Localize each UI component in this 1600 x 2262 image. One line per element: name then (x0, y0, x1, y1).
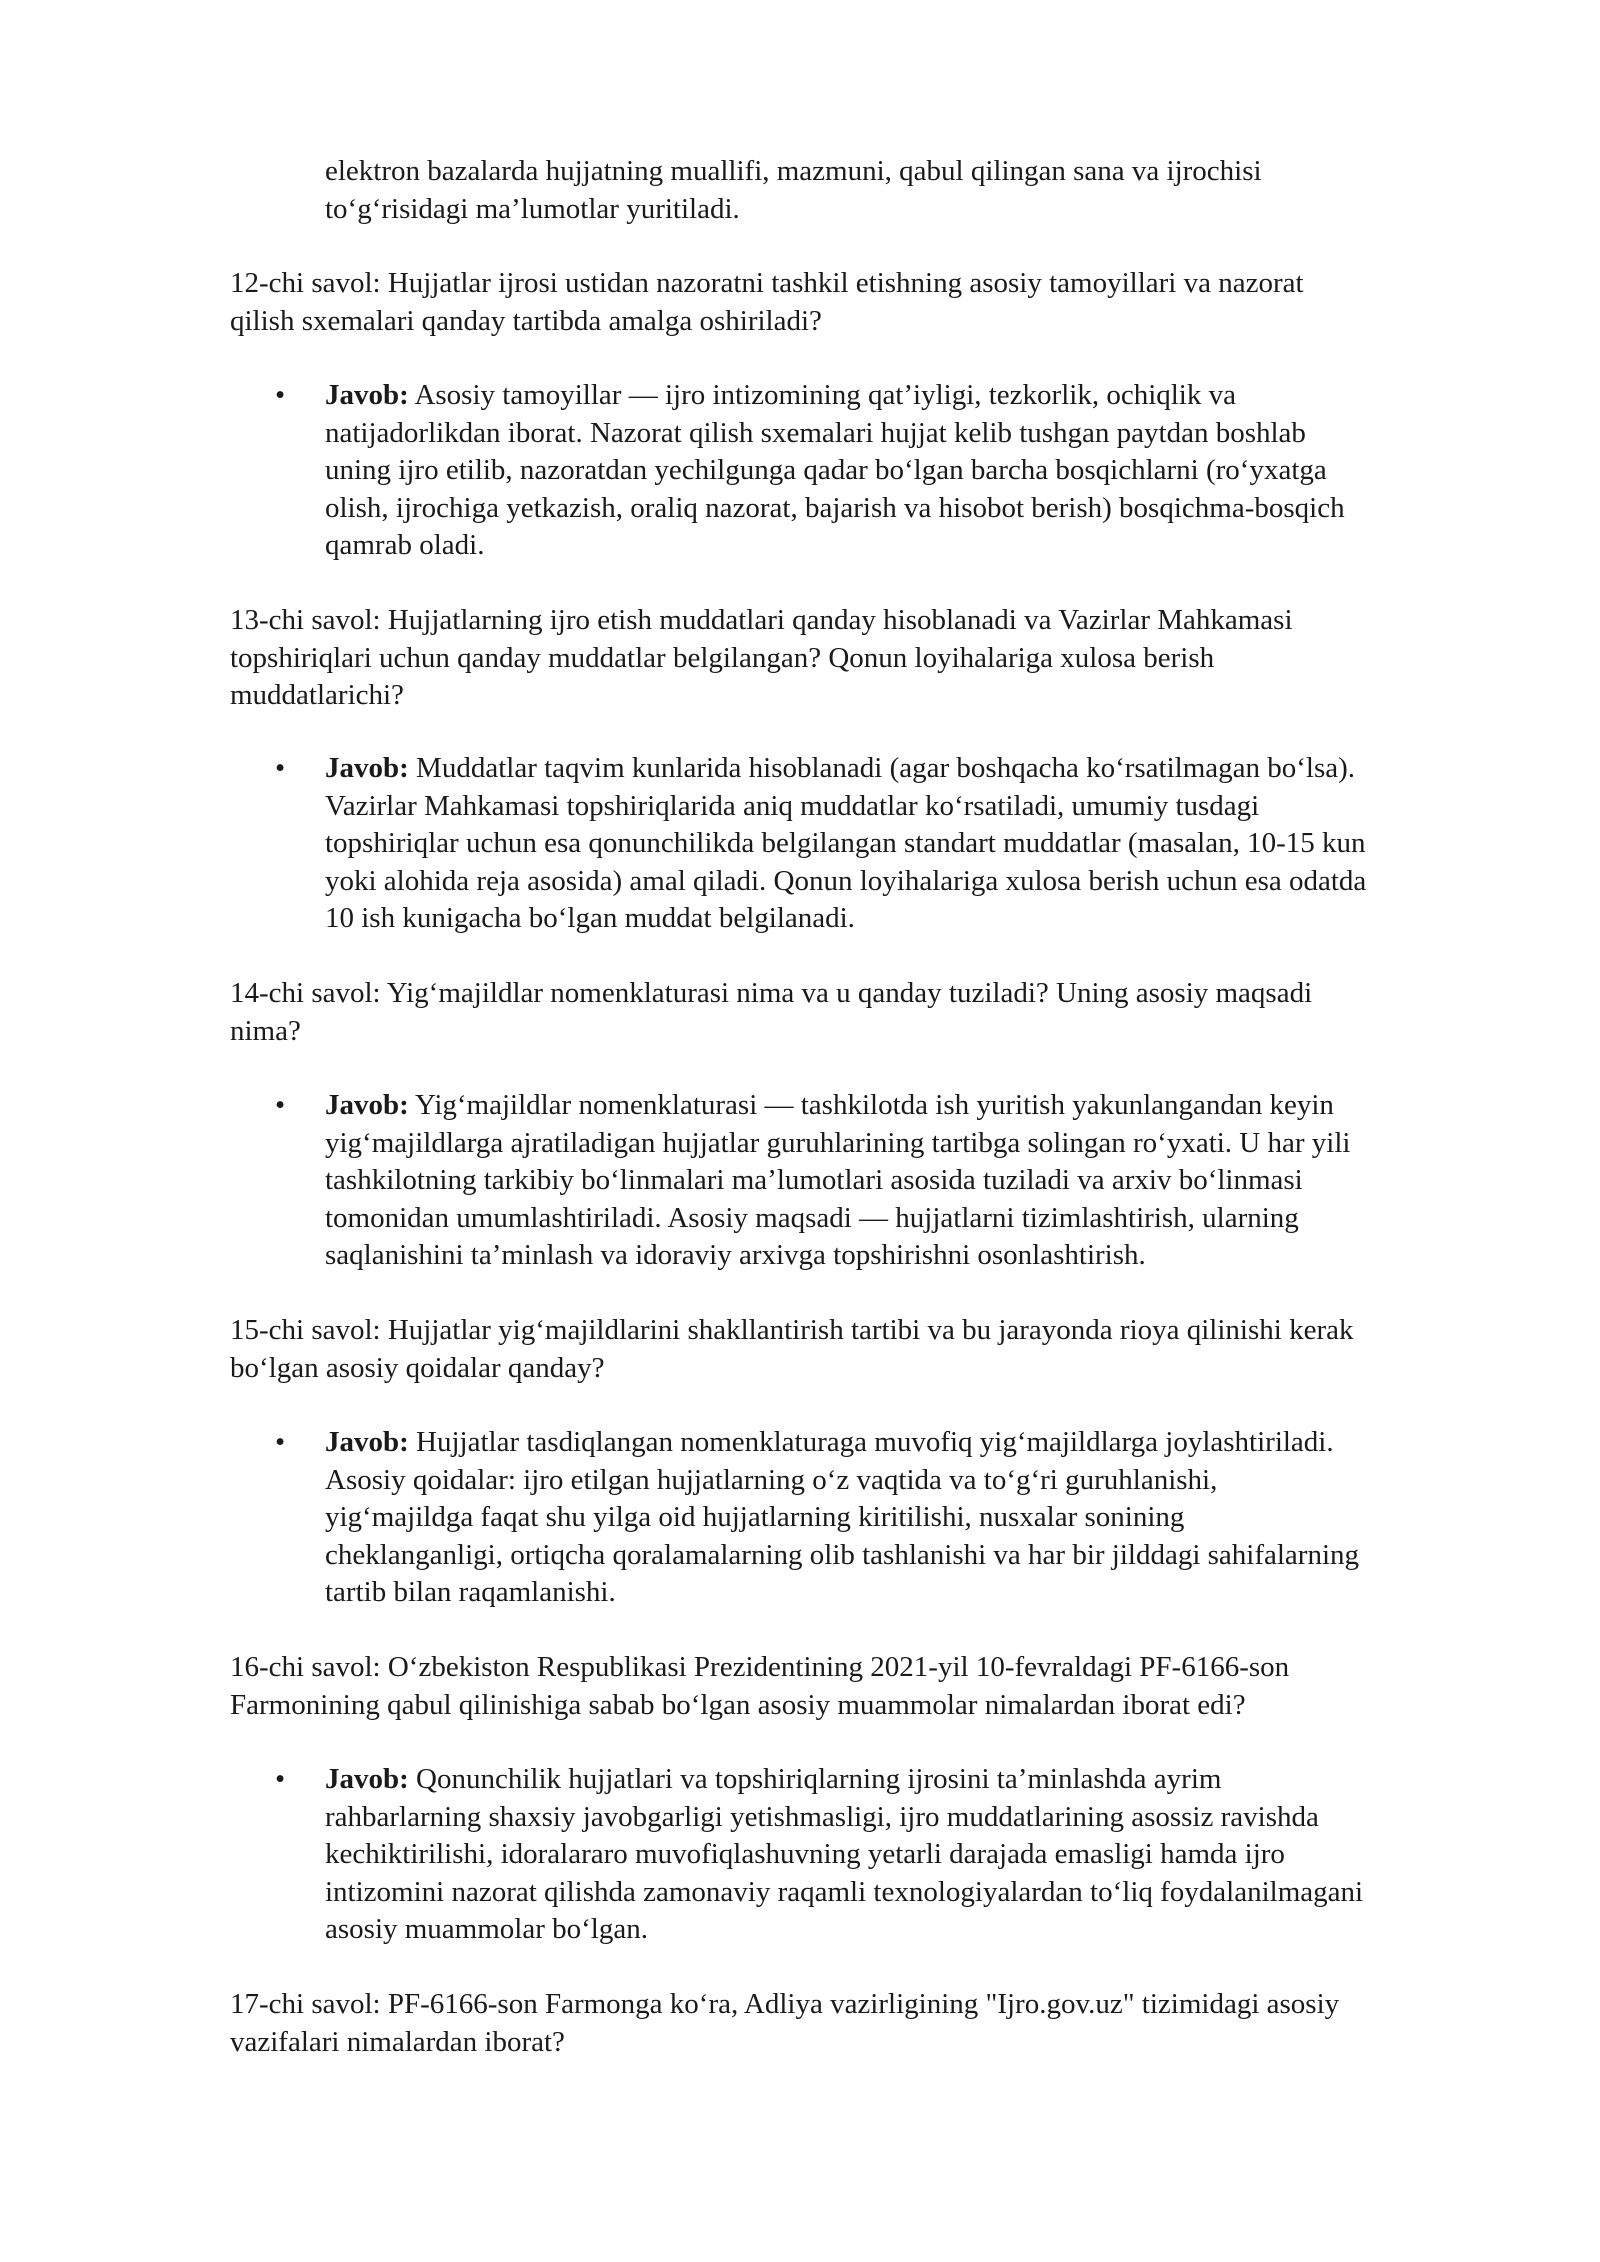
bullet-icon: • (275, 1089, 286, 1121)
answer-line: topshiriqlar uchun esa qonunchilikda belgilangan standart muddatlar (masalan, 10-15 kun (325, 827, 1366, 859)
question-15 (230, 1312, 1490, 1387)
question-line: 14-chi savol: Yig‘majildlar nomenklaturasi nima va u qanday tuziladi? Uning asosiy maqsadi (230, 977, 1313, 1009)
answer-16 (275, 1761, 1505, 1949)
answer-line: elektron bazalarda hujjatning muallifi, mazmuni, qabul qilingan sana va ijrochisi (325, 155, 1262, 187)
bullet-icon: • (275, 1763, 286, 1795)
question-line: qilish sxemalari qanday tartibda amalga oshiriladi? (230, 304, 822, 337)
question-14 (230, 975, 1490, 1050)
answer-line: tomonidan umumlashtiriladi. Asosiy maqsadi — hujjatlarni tizimlashtirish, ularning (325, 1201, 1299, 1234)
bullet-icon: • (275, 1426, 286, 1458)
question-line: nima? (230, 1014, 301, 1047)
answer-line: intizomini nazorat qilishda zamonaviy raqamli texnologiyalardan to‘liq foydalanilmagani (325, 1875, 1364, 1908)
answer-line: Hujjatlar tasdiqlangan nomenklaturaga muvofiq yig‘majildlarga joylashtiriladi. (408, 1426, 1334, 1458)
answer-line: asosiy muammolar bo‘lgan. (325, 1913, 648, 1945)
question-line: 13-chi savol: Hujjatlarning ijro etish muddatlari qanday hisoblanadi va Vazirlar Mahkamasi (230, 604, 1293, 636)
bullet-icon: • (275, 752, 286, 784)
question-line: Farmonining qabul qilinishiga sabab bo‘lgan asosiy muammolar nimalardan iborat edi? (230, 1688, 1246, 1721)
answer-label: Javob: (325, 1089, 409, 1121)
question-line: topshiriqlari uchun qanday muddatlar belgilangan? Qonun loyihalariga xulosa berish (230, 641, 1215, 674)
question-line: bo‘lgan asosiy qoidalar qanday? (230, 1351, 605, 1384)
question-line: 17-chi savol: PF-6166-son Farmonga ko‘ra, Adliya vazirligining "Ijro.gov.uz" tizimidagi asosiy (230, 1988, 1340, 2020)
answer-line: Vazirlar Mahkamasi topshiriqlarida aniq muddatlar ko‘rsatiladi, umumiy tusdagi (325, 789, 1260, 822)
answer-line: Yig‘majildlar nomenklaturasi — tashkilotda ish yuritish yakunlangandan keyin (408, 1089, 1334, 1121)
answer-line: Qonunchilik hujjatlari va topshiriqlarning ijrosini ta’minlashda ayrim (408, 1763, 1222, 1795)
answer-line: yoki alohida reja asosida) amal qiladi. Qonun loyihalariga xulosa berish uchun esa odatda (325, 864, 1367, 897)
question-line: 16-chi savol: O‘zbekiston Respublikasi Prezidentining 2021-yil 10-fevraldagi PF-6166-son (230, 1651, 1290, 1683)
question-line: vazifalari nimalardan iborat? (230, 2025, 565, 2058)
answer-line: Asosiy qoidalar: ijro etilgan hujjatlarning o‘z vaqtida va to‘g‘ri guruhlanishi, (325, 1463, 1218, 1496)
answer-line: 10 ish kunigacha bo‘lgan muddat belgilanadi. (325, 902, 855, 934)
answer-continuation (325, 153, 1505, 228)
question-16 (230, 1649, 1490, 1724)
answer-line: natijadorlikdan iborat. Nazorat qilish sxemalari hujjat kelib tushgan paytdan boshlab (325, 416, 1306, 449)
answer-line: olish, ijrochiga yetkazish, oraliq nazorat, bajarish va hisobot berish) bosqichma-bosqich (325, 491, 1345, 524)
answer-line: Muddatlar taqvim kunlarida hisoblanadi (agar boshqacha ko‘rsatilmagan bo‘lsa). (408, 752, 1356, 784)
question-17 (230, 1986, 1490, 2061)
answer-line: cheklanganligi, ortiqcha qoralamalarning olib tashlanishi va har bir jilddagi sahifalarning (325, 1538, 1360, 1571)
answer-label: Javob: (325, 1426, 409, 1458)
question-13 (230, 602, 1490, 715)
answer-12 (275, 377, 1505, 565)
answer-line: kechiktirilishi, idoralararo muvofiqlashuvning yetarli darajada emasligi hamda ijro (325, 1838, 1285, 1870)
answer-line: Asosiy tamoyillar — ijro intizomining qat’iyligi, tezkorlik, ochiqlik va (408, 379, 1236, 411)
answer-line: uning ijro etilib, nazoratdan yechilgunga qadar bo‘lgan barcha bosqichlarni (ro‘yxatga (325, 454, 1327, 486)
question-line: 12-chi savol: Hujjatlar ijrosi ustidan nazoratni tashkil etishning asosiy tamoyillari va nazorat (230, 267, 1304, 299)
question-line: 15-chi savol: Hujjatlar yig‘majildlarini shakllantirish tartibi va bu jarayonda rioya qilinishi kerak (230, 1314, 1354, 1346)
answer-line: rahbarlarning shaxsiy javobgarligi yetishmasligi, ijro muddatlarining asossiz ravishda (325, 1800, 1319, 1833)
bullet-icon: • (275, 379, 286, 411)
question-12 (230, 265, 1490, 340)
answer-label: Javob: (325, 752, 409, 784)
answer-15 (275, 1424, 1505, 1612)
answer-line: tashkilotning tarkibiy bo‘linmalari ma’lumotlari asosida tuziladi va arxiv bo‘linmasi (325, 1164, 1303, 1196)
answer-14 (275, 1087, 1505, 1275)
answer-line: yig‘majildga faqat shu yilga oid hujjatlarning kiritilishi, nusxalar sonining (325, 1501, 1185, 1533)
answer-line: qamrab oladi. (325, 529, 485, 561)
answer-label: Javob: (325, 379, 409, 411)
answer-line: tartib bilan raqamlanishi. (325, 1576, 616, 1608)
question-line: muddatlarichi? (230, 679, 404, 711)
answer-label: Javob: (325, 1763, 409, 1795)
answer-line: saqlanishini ta’minlash va idoraviy arxivga topshirishni osonlashtirish. (325, 1239, 1146, 1271)
answer-line: yig‘majildlarga ajratiladigan hujjatlar guruhlarining tartibga solingan ro‘yxati. U har yili (325, 1126, 1351, 1159)
answer-line: to‘g‘risidagi ma’lumotlar yuritiladi. (325, 192, 740, 225)
answer-13 (275, 750, 1505, 938)
